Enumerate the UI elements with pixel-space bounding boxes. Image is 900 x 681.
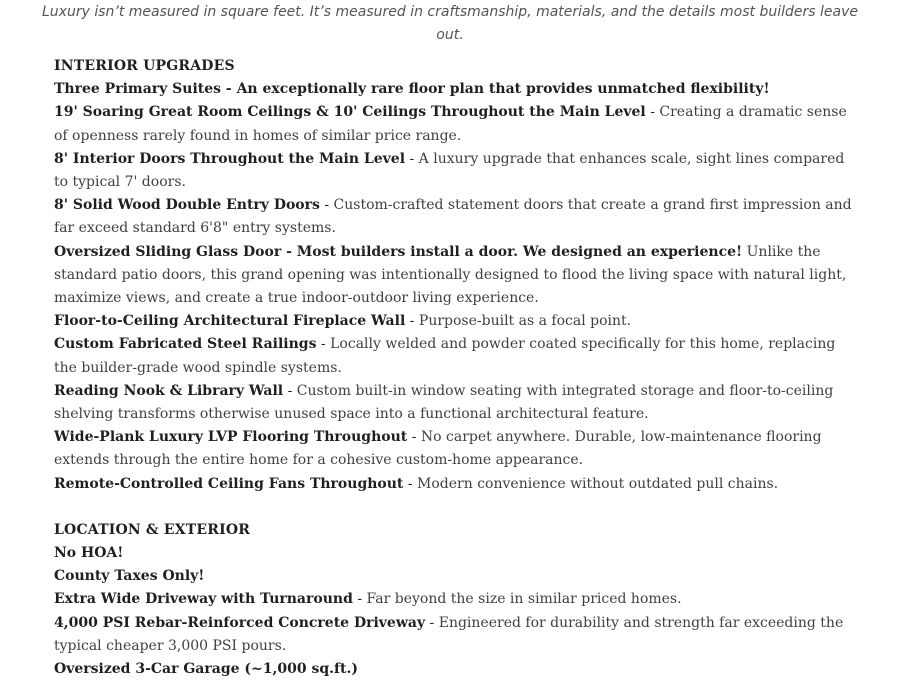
section-title-exterior: LOCATION & EXTERIOR <box>54 521 251 538</box>
feature-label: Reading Nook & Library Wall <box>54 382 284 399</box>
feature-label: No HOA! <box>54 545 124 562</box>
exterior-item <box>54 612 854 658</box>
interior-item <box>54 333 854 379</box>
feature-label: Extra Wide Driveway with Turnaround <box>54 591 353 608</box>
interior-item <box>54 101 854 147</box>
feature-description: A luxury upgrade that enhances scale, sight lines compared to typical 7' doors. <box>54 150 845 191</box>
feature-separator: - <box>405 313 419 330</box>
interior-item <box>54 380 854 426</box>
interior-items <box>54 78 854 496</box>
feature-separator: - <box>407 429 421 446</box>
section-gap <box>54 496 854 519</box>
exterior-item <box>54 565 854 588</box>
feature-separator: - <box>403 475 418 492</box>
feature-description: Engineered for durability and strength far exceeding the typical cheaper 3,000 PSI pours. <box>54 614 844 654</box>
feature-separator: - <box>283 382 297 399</box>
exterior-item <box>54 658 854 681</box>
feature-label: 19' Soaring Great Room Ceilings & 10' Ceilings Throughout the Main Level <box>54 104 646 121</box>
feature-label: Oversized 3-Car Garage (~1,000 sq.ft.) <box>54 661 358 678</box>
feature-label: 8' Solid Wood Double Entry Doors <box>54 197 320 214</box>
feature-list <box>54 55 854 681</box>
feature-description: No carpet anywhere. Durable, low-maintenance flooring extends through the entire home for a cohesive custom-home appearance. <box>54 429 822 469</box>
feature-label: 8' Interior Doors Throughout the Main Level <box>54 150 406 167</box>
interior-item <box>54 148 854 194</box>
interior-item <box>54 426 854 472</box>
intro-tagline: Luxury isn’t measured in square feet. It’s measured in craftsmanship, materials, and the details most builders leave out. <box>42 4 858 43</box>
interior-item <box>54 310 854 333</box>
section-title-interior: INTERIOR UPGRADES <box>54 58 235 74</box>
feature-label: Wide-Plank Luxury LVP Flooring Throughout <box>54 429 408 446</box>
feature-description: Purpose-built as a focal point. <box>418 313 632 330</box>
interior-item <box>54 241 854 311</box>
feature-separator: - <box>405 150 419 167</box>
feature-separator: - <box>319 197 334 214</box>
feature-separator: - <box>645 104 660 121</box>
exterior-item <box>54 542 854 565</box>
interior-item <box>54 194 854 240</box>
feature-description: Far beyond the size in similar priced homes. <box>366 591 682 608</box>
feature-description: Custom built-in window seating with integrated storage and floor-to-ceiling shelving transforms otherwise unused space into a functional architectural feature. <box>54 382 834 423</box>
feature-label: 4,000 PSI Rebar-Reinforced Concrete Driveway <box>54 614 426 631</box>
feature-description: Locally welded and powder coated specifically for this home, replacing the builder-grade wood spindle systems. <box>54 336 836 376</box>
feature-separator: - <box>425 614 439 631</box>
feature-description: Custom-crafted statement doors that create a grand first impression and far exceed standard 6'8" entry systems. <box>54 197 852 237</box>
feature-label: Oversized Sliding Glass Door - Most builders install a door. We designed an experience! <box>54 243 743 260</box>
feature-label: Custom Fabricated Steel Railings <box>54 336 317 353</box>
interior-item <box>54 473 854 496</box>
feature-label: Three Primary Suites - An exceptionally rare floor plan that provides unmatched flexibility! <box>54 81 770 98</box>
feature-separator: - <box>316 336 331 353</box>
feature-label: Remote-Controlled Ceiling Fans Throughout <box>54 475 404 492</box>
feature-description: Creating a dramatic sense of openness rarely found in homes of similar price range. <box>54 104 847 144</box>
feature-label: Floor-to-Ceiling Architectural Fireplace Wall <box>54 313 406 330</box>
feature-description: Modern convenience without outdated pull chains. <box>417 475 779 492</box>
exterior-items <box>54 542 854 681</box>
feature-separator: - <box>352 591 367 608</box>
feature-description: Unlike the standard patio doors, this grand opening was intentionally designed to flood the living space with natural light, maximize views, and create a true indoor-outdoor living experience. <box>54 243 847 307</box>
feature-label: County Taxes Only! <box>54 568 205 585</box>
exterior-item <box>54 588 854 611</box>
interior-item <box>54 78 854 101</box>
